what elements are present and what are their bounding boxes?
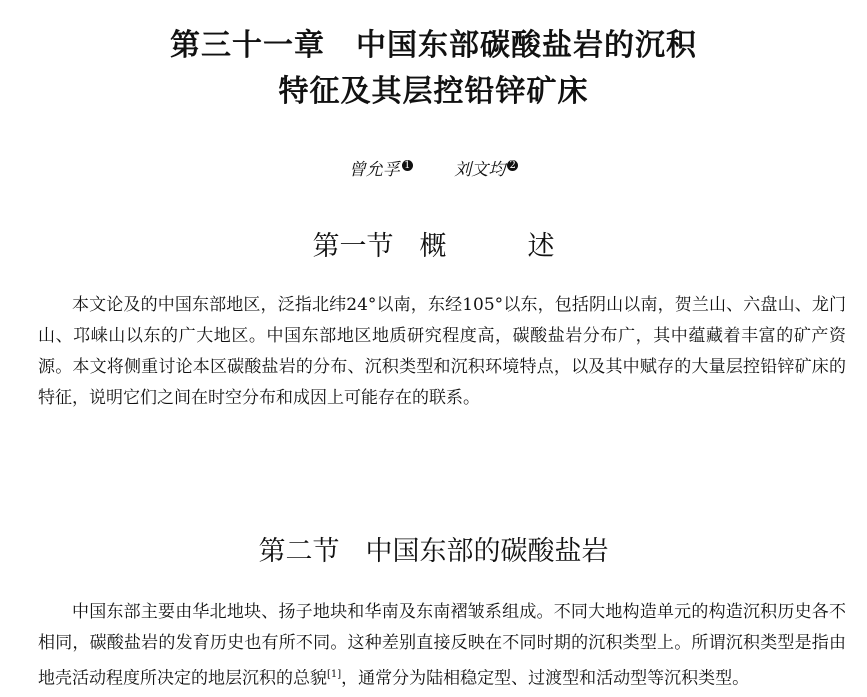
author-1-name: 曾允孚: [348, 160, 400, 180]
section-1-number: 第一节: [312, 231, 394, 262]
citation-ref[interactable]: [1]: [327, 669, 342, 680]
section-2-text-after-ref: ，通常分为陆相稳定型、过渡型和活动型等沉积类型。: [341, 668, 750, 689]
section-2-paragraph: [38, 597, 846, 697]
section-2-number: 第二节: [258, 536, 340, 567]
chapter-title-line2: 特征及其层控铅锌矿床: [278, 74, 589, 109]
section-1-name: 概 述: [419, 231, 555, 262]
author-2: [454, 158, 518, 182]
author-1-footnote-mark[interactable]: 1: [402, 160, 413, 171]
section-1-heading: [0, 230, 867, 264]
section-2-heading: [0, 535, 867, 569]
section-2-name: 中国东部的碳酸盐岩: [365, 536, 609, 567]
author-1: [349, 158, 413, 182]
section-1-paragraph: 本文论及的中国东部地区，泛指北纬24°以南，东经105°以东，包括阴山以南，贺兰山、六盘山、龙门山、邛崃山以东的广大地区。中国东部地区地质研究程度高，碳酸盐岩分布广，其中蕴藏着丰富的矿产资源。本文将侧重讨论本区碳酸盐岩的分布、沉积类型和沉积环境特点，以及其中赋存的大量层控铅锌矿床的特征，说明它们之间在时空分布和成因上可能存在的联系。: [38, 295, 846, 408]
section-2-text-before-ref: 中国东部主要由华北地块、扬子地块和华南及东南褶皱系组成。不同大地构造单元的构造沉积历史各不相同，碳酸盐岩的发育历史也有所不同。这种差别直接反映在不同时期的沉积类型上。所谓沉积类型是指由地壳活动程度所决定的地层沉积的总貌: [38, 602, 846, 689]
author-2-footnote-mark[interactable]: 2: [507, 160, 518, 171]
chapter-title-line1: 第三十一章 中国东部碳酸盐岩的沉积: [170, 28, 697, 63]
author-list: [0, 158, 867, 182]
author-2-name: 刘文均: [454, 160, 506, 180]
